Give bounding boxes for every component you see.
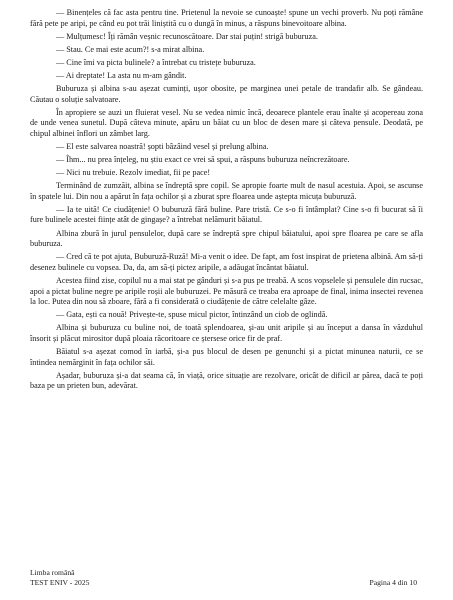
paragraph: Buburuza și albina s-au așezat cuminți, ușor obosite, pe marginea unei petale de trandafir alb. Se gândeau. Căutau o soluție salvatoare. xyxy=(30,83,423,104)
page-number: Pagina 4 din 10 xyxy=(369,577,417,587)
paragraph: Așadar, buburuza și-a dat seama că, în viață, orice situație are rezolvare, oricât de dificil ar părea, dacă te poți baza pe un prieten bun, adevărat. xyxy=(30,370,423,391)
paragraph: Acestea fiind zise, copilul nu a mai stat pe gânduri și s-a pus pe treabă. A scos vopselele și pensulele din rucsac, apoi a pictat buline negre pe aripile roșii ale buburuzei. Pe măsură ce treaba era aproape de final, inima insectei revenea la loc. Putea din nou să zboare, fără a fi considerată o ciudățenie de către celelalte gâze. xyxy=(30,275,423,307)
page-footer xyxy=(30,568,417,587)
paragraph: — Îhm... nu prea înțeleg, nu știu exact ce vrei să spui, a răspuns buburuza neîncrezătoare. xyxy=(56,155,350,164)
paragraph: — Cred că te pot ajuta, Buburuză-Ruză! Mi-a venit o idee. De fapt, am fost inspirat de prietena albină. Am să-ți desenez bulinele cu vopsea. Da, da, am să-ți pictez aripile, a adăugat încântat băiatul. xyxy=(30,252,423,272)
paragraph: — Nici nu trebuie. Rezolv imediat, fii pe pace! xyxy=(56,168,211,178)
paragraph: Băiatul s-a așezat comod în iarbă, și-a pus blocul de desen pe genunchi și a pictat minunea naturii, ce se întindea nemărginit în fața ochilor săi. xyxy=(30,347,423,367)
paragraph: În apropiere se auzi un fluierat vesel. Nu se vedea nimic încă, deoarece plantele erau înalte și acopereau zona de unde venea sunetul. După câteva minute, apăru un băiat cu un bloc de desen mare și câteva pensule. Deodată, pe chipul albinei înflori un zâmbet larg. xyxy=(30,107,423,138)
paragraph: — El este salvarea noastră! șopti bâzâind vesel și prelung albina. xyxy=(56,141,269,151)
paragraph: — Binențeles că fac asta pentru tine. Prietenul la nevoie se cunoaște! spune un vechi proverb. Nu poți rămâne fără pete pe aripi, pe când eu pot trăi liniștită cu o dungă în minus, a răspuns binevoitoare albina. xyxy=(30,8,423,28)
paragraph: Terminând de zumzăit, albina se îndreptă spre copil. Se apropie foarte mult de nasul acestuia. Apoi, se ascunse în spatele lui. Din nou a apărut în fața ochilor și a zburat spre floarea unde aștepta micuța buburuză. xyxy=(30,181,423,201)
paragraph: — Cine îmi va picta bulinele? a întrebat cu tristețe buburuza. xyxy=(56,57,256,67)
paragraph: Albina și buburuza cu buline noi, de toată splendoarea, și-au unit aripile și au început a dansa în văzduhul însorit și plăcut mirositor după ploaia răcoritoare ce ștersese orice fir de praf. xyxy=(30,323,423,343)
paragraph: — Ai dreptate! La asta nu m-am gândit. xyxy=(56,70,187,80)
footer-row xyxy=(30,578,417,587)
footer-exam: TEST ENIV - 2025 xyxy=(30,577,90,587)
paragraph: — Stau. Ce mai este acum?! s-a mirat albina. xyxy=(56,44,205,54)
paragraph: Albina zbură în jurul pensulelor, după care se îndreptă spre chipul băiatului, apoi spre floarea pe care se afla buburuza. xyxy=(30,228,423,249)
paragraph: — Gata, ești ca nouă! Privește-te, spuse micul pictor, întinzând un ciob de oglindă. xyxy=(56,310,328,320)
paragraph: — Mulțumesc! Îți rămân veșnic recunoscătoare. Dar stai puțin! strigă buburuza. xyxy=(56,31,318,41)
paragraph: — Ia te uită! Ce ciudățenie! O buburuză fără buline. Pare tristă. Ce s-o fi întâmplat? Cine s-o fi bucurat să îi fure bulinele acestei ființe atât de gingașe? a întrebat nelămurit băiatul. xyxy=(30,204,423,225)
footer-subject: Limba română xyxy=(30,568,75,578)
story-text xyxy=(30,8,423,392)
